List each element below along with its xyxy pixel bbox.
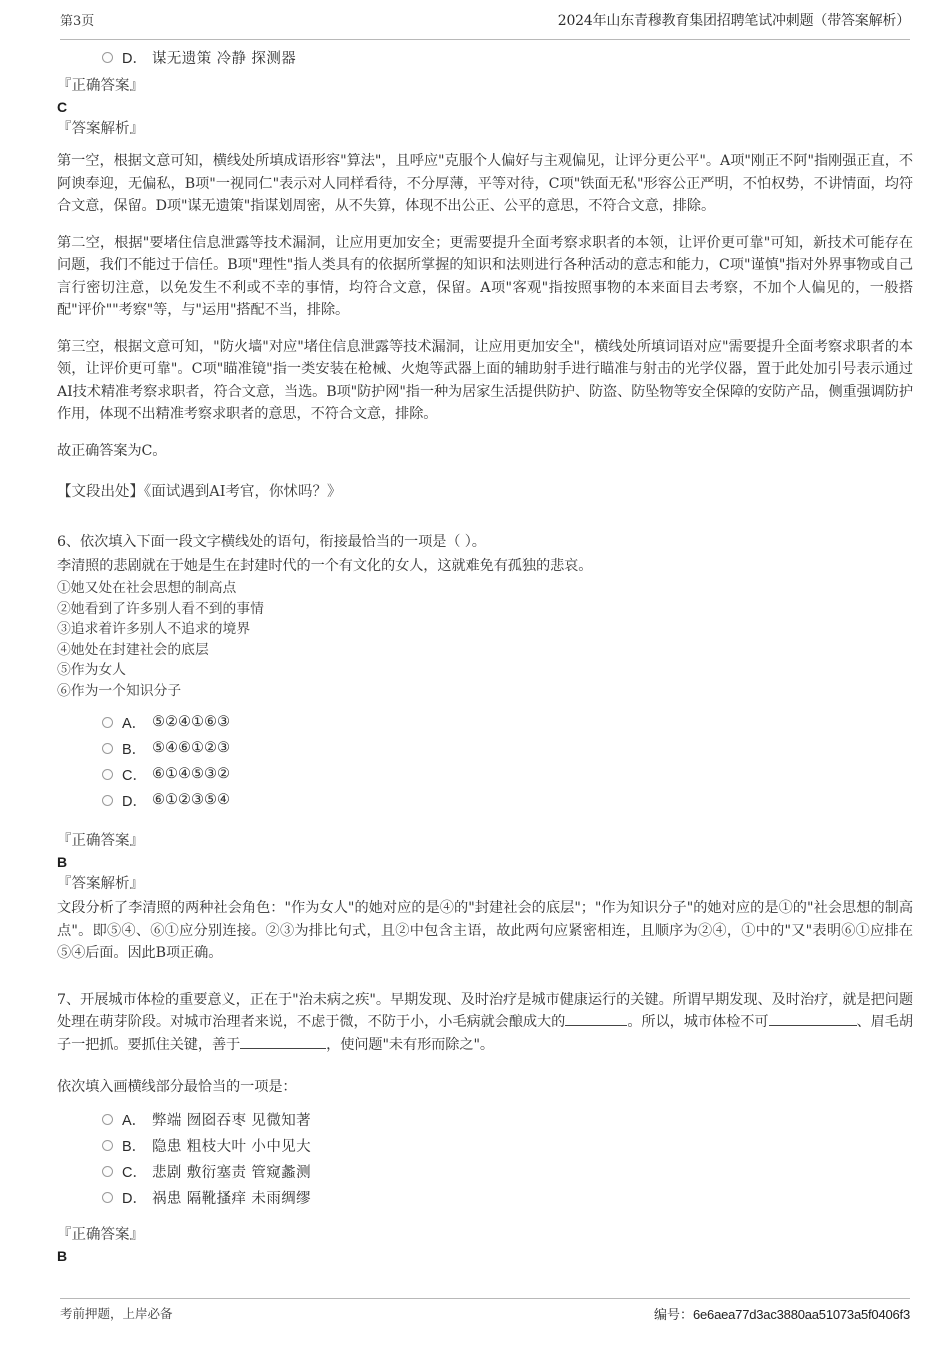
correct-answer-label: 『正确答案』 xyxy=(57,1226,144,1243)
fill-blank-2 xyxy=(769,1025,857,1026)
radio-button-icon[interactable] xyxy=(102,52,113,63)
option-row-d[interactable] xyxy=(57,1185,913,1211)
analysis-paragraph-1: 第一空，根据文意可知，横线处所填成语形容"算法"，且呼应"克服个人偏好与主观偏见，让评分更公平"。A项"刚正不阿"指刚强正直，不阿谀奉迎，无偏私，B项"一视同仁"表示对人同样看待，不分厚薄，平等对待，C项"铁面无私"形容公正严明，不怕权势，不讲情面，均符合文意，保留。D项"谋无遗策"指谋划周密，从不失算，体现不出公正、公平的意思，不符合文意，排除。 xyxy=(57,153,913,214)
question6-passage: 李清照的悲剧就在于她是生在封建时代的一个有文化的女人，这就难免有孤独的悲哀。 xyxy=(57,557,593,574)
question7-instruction: 依次填入画横线部分最恰当的一项是： xyxy=(57,1079,297,1095)
footer-code xyxy=(654,1304,910,1323)
correct-answer-value: C xyxy=(57,99,68,115)
correct-answer-value: B xyxy=(57,854,68,870)
option-letter: C． xyxy=(122,1165,147,1181)
answer-analysis-label: 『答案解析』 xyxy=(57,121,144,137)
question7-options xyxy=(57,1107,913,1211)
document-content xyxy=(57,44,913,1268)
option-row-d[interactable] xyxy=(57,44,913,70)
option-letter: A． xyxy=(122,1113,147,1129)
option-row-a[interactable] xyxy=(57,709,913,735)
correct-answer-label: 『正确答案』 xyxy=(57,78,144,94)
option-text: 悲剧 敷衍塞责 管窥蠡测 xyxy=(152,1165,312,1181)
fill-blank-3 xyxy=(240,1048,326,1049)
question6-analysis: 文段分析了李清照的两种社会角色："作为女人"的她对应的是④的"封建社会的底层"；"作为知识分子"的她对应的是①的"社会思想的制高点"。即⑤④、⑥①应分别连接。②③为排比句式，且②中包含主语，故此两句应紧密相连，且顺序为②④，①中的"又"表明⑥①应排在⑤④后面。因此B项正确。 xyxy=(57,900,913,961)
radio-button-icon[interactable] xyxy=(102,1192,113,1203)
option-letter: D． xyxy=(122,793,147,810)
analysis-paragraph-3: 第三空，根据文意可知，"防火墙"对应"堵住信息泄露等技术漏洞，让应用更加安全"，横线处所填词语对应"需要提升全面考察求职者的本领，让评价更可靠"。C项"瞄准镜"指一类安装在枪械、火炮等武器上面的辅助射手进行瞄准与射击的光学仪器，置于此处加引号表示通过AI技术精准考察求职者，符合文意，当选。B项"防护网"指一种为居家生活提供防护、防盗、防坠物等安全保障的安防产品，侧重强调防护作用，体现不出精准考察求职者的意思，不符合文意，排除。 xyxy=(57,338,913,422)
option-text: 隐患 粗枝大叶 小中见大 xyxy=(152,1139,312,1155)
question7-stem-part4: ，使问题"未有形而除之"。 xyxy=(326,1036,494,1053)
option-text: ⑤②④①⑥③ xyxy=(152,714,230,730)
page-header xyxy=(60,10,910,40)
option-letter: C． xyxy=(122,767,147,784)
option-letter: D． xyxy=(122,1191,147,1207)
analysis-conclusion: 故正确答案为C。 xyxy=(57,442,167,459)
list-item: ①她又处在社会思想的制高点 xyxy=(57,580,237,596)
analysis-paragraph-2: 第二空，根据"要堵住信息泄露等技术漏洞，让应用更加安全；更需要提升全面考察求职者的本领，让评价更可靠"可知，新技术可能存在问题，我们不能过于信任。B项"理性"指人类具有的依据所掌握的知识和法则进行各种活动的意志和能力，C项"谨慎"指对外界事物或自己言行密切注意，以免发生不利或不幸的事情，均符合文意，保留。A项"客观"指按照事物的本来面目去考察，不加个人偏见的，一般搭配"评价""考察"等，与"运用"搭配不当，排除。 xyxy=(57,234,913,318)
option-letter: D． xyxy=(122,50,147,67)
question7-stem xyxy=(57,989,913,1057)
page-footer xyxy=(60,1298,910,1323)
source-reference: 【文段出处】《面试遇到AI考官，你怵吗？》 xyxy=(57,484,342,500)
list-item: ③追求着许多别人不追求的境界 xyxy=(57,621,251,637)
option-row-b[interactable] xyxy=(57,735,913,761)
question7-stem-part1: 7、开展城市体检的重要意义，正在于"治未病之疾"。早期发现、及时治疗是城市健康运行的关键。所谓早期发现、及时治疗，就是把问题处理在萌芽阶段。对城市治理者来说，不虑于微，不防于小，小毛病就会酿成大的 xyxy=(57,991,913,1030)
answer-analysis-label: 『答案解析』 xyxy=(57,876,144,892)
question6-options xyxy=(57,709,913,813)
radio-button-icon[interactable] xyxy=(102,769,113,780)
option-letter: A． xyxy=(122,715,147,732)
option-letter: B． xyxy=(122,741,147,758)
fill-blank-1 xyxy=(565,1025,627,1026)
option-text: ⑤④⑥①②③ xyxy=(152,740,230,756)
radio-button-icon[interactable] xyxy=(102,1166,113,1177)
option-text: 祸患 隔靴搔痒 未雨绸缪 xyxy=(152,1191,312,1207)
question5-options xyxy=(57,44,913,70)
option-text: 谋无遗策 冷静 探测器 xyxy=(152,50,297,67)
option-letter: B． xyxy=(122,1139,147,1155)
option-row-a[interactable] xyxy=(57,1107,913,1133)
question6-fragment-list xyxy=(57,578,913,701)
document-title: 2024年山东青穆教育集团招聘笔试冲刺题（带答案解析） xyxy=(557,13,910,29)
list-item: ⑥作为一个知识分子 xyxy=(57,682,182,699)
correct-answer-value: B xyxy=(57,1247,68,1264)
option-row-c[interactable] xyxy=(57,1159,913,1185)
footer-code-value: 6e6aea77d3ac3880aa51073a5f0406f3 xyxy=(693,1307,910,1322)
footer-code-label: 编号： xyxy=(653,1308,693,1323)
radio-button-icon[interactable] xyxy=(102,1114,113,1125)
radio-button-icon[interactable] xyxy=(102,1140,113,1151)
option-row-b[interactable] xyxy=(57,1133,913,1159)
option-text: ⑥①④⑤③② xyxy=(152,766,230,782)
page-number-label: 第3页 xyxy=(60,14,95,29)
question6-stem: 6、依次填入下面一段文字横线处的语句，衔接最恰当的一项是（ ）。 xyxy=(57,534,486,550)
list-item: ⑤作为女人 xyxy=(57,662,126,678)
correct-answer-label: 『正确答案』 xyxy=(57,833,144,849)
question7-stem-part3: 、眉毛胡子一把抓。要抓住关键，善于 xyxy=(57,1014,913,1053)
option-text: 弊端 囫囵吞枣 见微知著 xyxy=(152,1113,312,1129)
footer-slogan: 考前押题，上岸必备 xyxy=(60,1306,173,1321)
list-item: ②她看到了许多别人看不到的事情 xyxy=(57,600,264,617)
radio-button-icon[interactable] xyxy=(102,743,113,754)
option-row-d[interactable] xyxy=(57,787,913,813)
radio-button-icon[interactable] xyxy=(102,717,113,728)
radio-button-icon[interactable] xyxy=(102,795,113,806)
option-text: ⑥①②③⑤④ xyxy=(152,792,230,808)
option-row-c[interactable] xyxy=(57,761,913,787)
question7-stem-part2: 。所以，城市体检不可 xyxy=(627,1014,769,1030)
list-item: ④她处在封建社会的底层 xyxy=(57,641,209,658)
